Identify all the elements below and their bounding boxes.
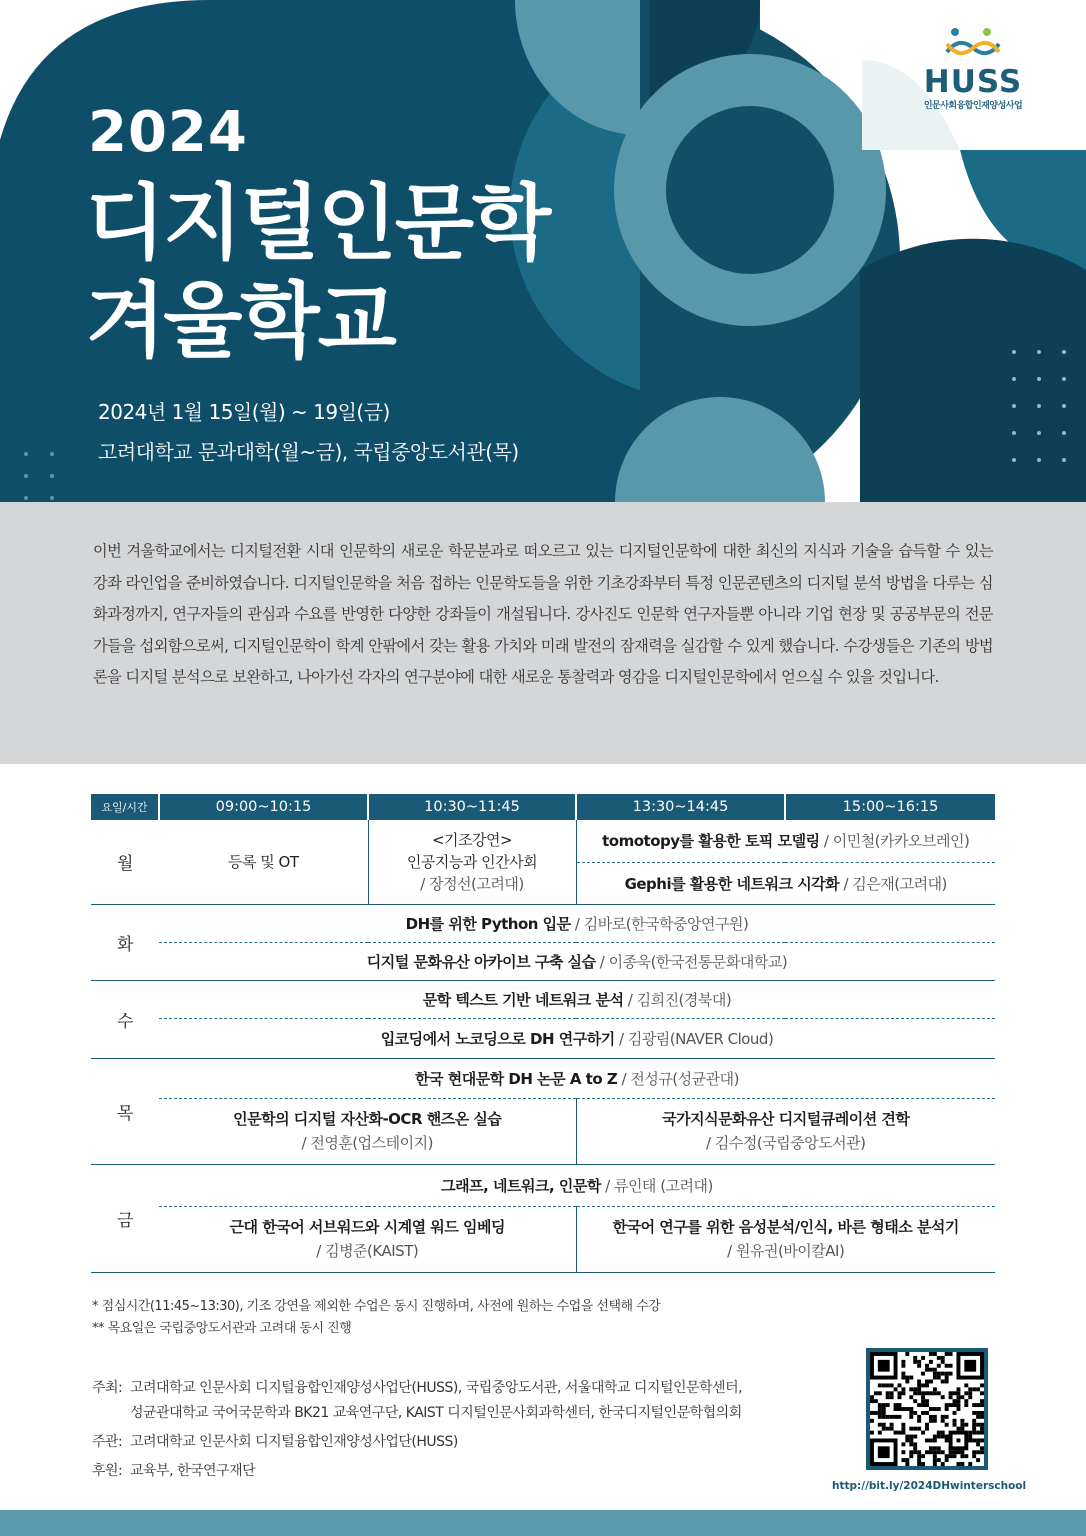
day-thu: 목	[91, 1058, 159, 1164]
session-title: 한국 현대문학 DH 논문 A to Z	[415, 1069, 618, 1088]
session-title: Gephi를 활용한 네트워크 시각화	[624, 874, 840, 893]
session-speaker: / 이종욱(한국전통문화대학교)	[595, 952, 788, 971]
schedule-row-tue-b	[91, 942, 995, 980]
thu-session-c	[576, 1098, 995, 1164]
fri-session-a	[159, 1164, 995, 1206]
hero-banner	[0, 0, 1086, 502]
schedule-row-wed-a	[91, 980, 995, 1018]
session-speaker: / 이민철(카카오브레인)	[819, 832, 970, 851]
organizer-label: 주관:	[92, 1434, 123, 1450]
logo-word: HUSS	[923, 64, 1023, 100]
mon-registration: 등록 및 OT	[159, 820, 368, 904]
session-speaker: / 김희진(경북대)	[623, 990, 732, 1009]
event-venue: 고려대학교 문과대학(월~금), 국립중앙도서관(목)	[98, 440, 519, 464]
session-speaker: / 원유권(바이칼AI)	[727, 1242, 845, 1260]
day-wed: 수	[91, 980, 159, 1058]
organizer-row	[92, 1430, 742, 1455]
intro-band	[0, 502, 1086, 764]
qr-code-icon	[870, 1352, 984, 1466]
session-title: 국가지식문화유산 디지털큐레이션 견학	[662, 1110, 910, 1128]
schedule-table	[91, 794, 995, 1273]
sponsor-value: 교육부, 한국연구재단	[130, 1463, 256, 1479]
day-fri: 금	[91, 1164, 159, 1272]
keynote-title: 인공지능과 인간사회	[406, 852, 538, 871]
fri-session-c	[576, 1206, 995, 1272]
event-date: 2024년 1월 15일(월) ~ 19일(금)	[98, 400, 390, 424]
header-slot-4: 15:00~16:15	[785, 794, 995, 820]
huss-logo-mark-icon	[943, 26, 1003, 62]
hero-year: 2024	[88, 100, 248, 165]
wed-session-a	[159, 980, 995, 1018]
keynote-tag: <기조강연>	[431, 830, 513, 849]
host-label: 주최:	[92, 1380, 123, 1396]
session-speaker: / 류인태 (고려대)	[600, 1176, 713, 1195]
session-speaker: / 김광림(NAVER Cloud)	[614, 1029, 774, 1048]
session-title: DH를 위한 Python 입문	[405, 914, 571, 933]
qr-code[interactable]	[866, 1348, 988, 1470]
schedule-row-fri-a	[91, 1164, 995, 1206]
schedule-row-tue-a	[91, 904, 995, 942]
header-day-time: 요일/시간	[91, 794, 159, 820]
session-speaker: / 김바로(한국학중앙연구원)	[570, 914, 749, 933]
schedule-row-fri-b	[91, 1206, 995, 1272]
host-row-2	[92, 1401, 742, 1426]
dot-grid-left	[24, 452, 64, 502]
header-slot-3: 13:30~14:45	[576, 794, 785, 820]
note-2: ** 목요일은 국립중앙도서관과 고려대 동시 진행	[92, 1321, 352, 1336]
sponsor-row	[92, 1459, 742, 1484]
session-title: 근대 한국어 서브워드와 시계열 워드 임베딩	[229, 1218, 505, 1236]
intro-text: 이번 겨울학교에서는 디지털전환 시대 인문학의 새로운 학문분과로 떠오르고 있는 디지털인문학에 대한 최신의 지식과 기술을 습득할 수 있는 강좌 라인업을 준비하였습니다. 디지털인문학을 처음 접하는 인문학도들을 위한 기초강좌부터 특정 인문콘텐츠의 디지털 분석 방법을 다루는 심화과정까지, 연구자들의 관심과 수요를 반영한 다양한 강좌들이 개설됩니다. 강사진도 인문학 연구자들뿐 아니라 기업 현장 및 공공부문의 전문가들을 섭외함으로써, 디지털인문학이 학계 안팎에서 갖는 활용 가치와 미래 발전의 잠재력을 실감할 수 있게 했습니다. 수강생들은 기존의 방법론을 디지털 분석으로 보완하고, 나아가선 각자의 연구분야에 대한 새로운 통찰력과 영감을 디지털인문학에서 얻으실 수 있을 것입니다.	[93, 542, 993, 686]
session-speaker: / 김병준(KAIST)	[316, 1242, 419, 1260]
hero-title-line2: 겨울학교	[86, 274, 395, 369]
session-title: 문학 텍스트 기반 네트워크 분석	[422, 990, 624, 1009]
thu-session-a	[159, 1058, 995, 1098]
header-slot-2: 10:30~11:45	[368, 794, 576, 820]
day-tue: 화	[91, 904, 159, 980]
session-title: 디지털 문화유산 아카이브 구축 실습	[366, 952, 596, 971]
session-title: 입코딩에서 노코딩으로 DH 연구하기	[380, 1029, 615, 1048]
dot-grid-right	[1012, 350, 1072, 470]
sponsor-label: 후원:	[92, 1463, 123, 1479]
footer-bar	[0, 1510, 1086, 1536]
huss-logo	[918, 26, 1028, 118]
schedule-notes	[92, 1296, 660, 1340]
session-speaker: / 전영훈(업스테이지)	[301, 1134, 433, 1152]
mon-session-a	[576, 820, 995, 862]
schedule-row-mon-a	[91, 820, 995, 862]
session-speaker: / 전성규(성균관대)	[617, 1069, 739, 1088]
schedule-row-wed-b	[91, 1018, 995, 1058]
wed-session-b	[159, 1018, 995, 1058]
day-mon: 월	[91, 820, 159, 904]
header-slot-1: 09:00~10:15	[159, 794, 368, 820]
session-title: 한국어 연구를 위한 음성분석/인식, 바른 형태소 분석기	[612, 1218, 959, 1236]
tue-session-b	[159, 942, 995, 980]
organizer-value: 고려대학교 인문사회 디지털융합인재양성사업단(HUSS)	[130, 1434, 458, 1450]
session-title: 인문학의 디지털 자산화-OCR 핸즈온 실습	[233, 1110, 502, 1128]
fri-session-b	[159, 1206, 576, 1272]
schedule-row-thu-b	[91, 1098, 995, 1164]
session-title: tomotopy를 활용한 토픽 모델링	[602, 832, 820, 851]
host-line2: 성균관대학교 국어국문학과 BK21 교육연구단, KAIST 디지털인문사회과학센터, 한국디지털인문학협의회	[130, 1405, 742, 1421]
tue-session-a	[159, 904, 995, 942]
keynote-speaker: / 장정선(고려대)	[420, 874, 524, 893]
host-row	[92, 1376, 742, 1401]
note-1: * 점심시간(11:45~13:30), 기조 강연을 제외한 수업은 동시 진행하며, 사전에 원하는 수업을 선택해 수강	[92, 1299, 661, 1314]
organizers	[92, 1376, 742, 1484]
schedule-row-thu-a	[91, 1058, 995, 1098]
mon-keynote	[368, 820, 576, 904]
session-speaker: / 김수정(국립중앙도서관)	[706, 1134, 866, 1152]
schedule-header-row	[91, 794, 995, 820]
host-line1: 고려대학교 인문사회 디지털융합인재양성사업단(HUSS), 국립중앙도서관, 서울대학교 디지털인문학센터,	[130, 1380, 743, 1396]
thu-session-b	[159, 1098, 576, 1164]
registration-link[interactable]: http://bit.ly/2024DHwinterschool	[832, 1480, 1027, 1492]
hero-title-line1: 디지털인문학	[86, 176, 550, 271]
session-title: 그래프, 네트워크, 인문학	[441, 1176, 601, 1195]
logo-subtitle: 인문사회융합인재양성사업	[923, 101, 1023, 111]
session-speaker: / 김은재(고려대)	[839, 874, 947, 893]
mon-session-b	[576, 862, 995, 904]
